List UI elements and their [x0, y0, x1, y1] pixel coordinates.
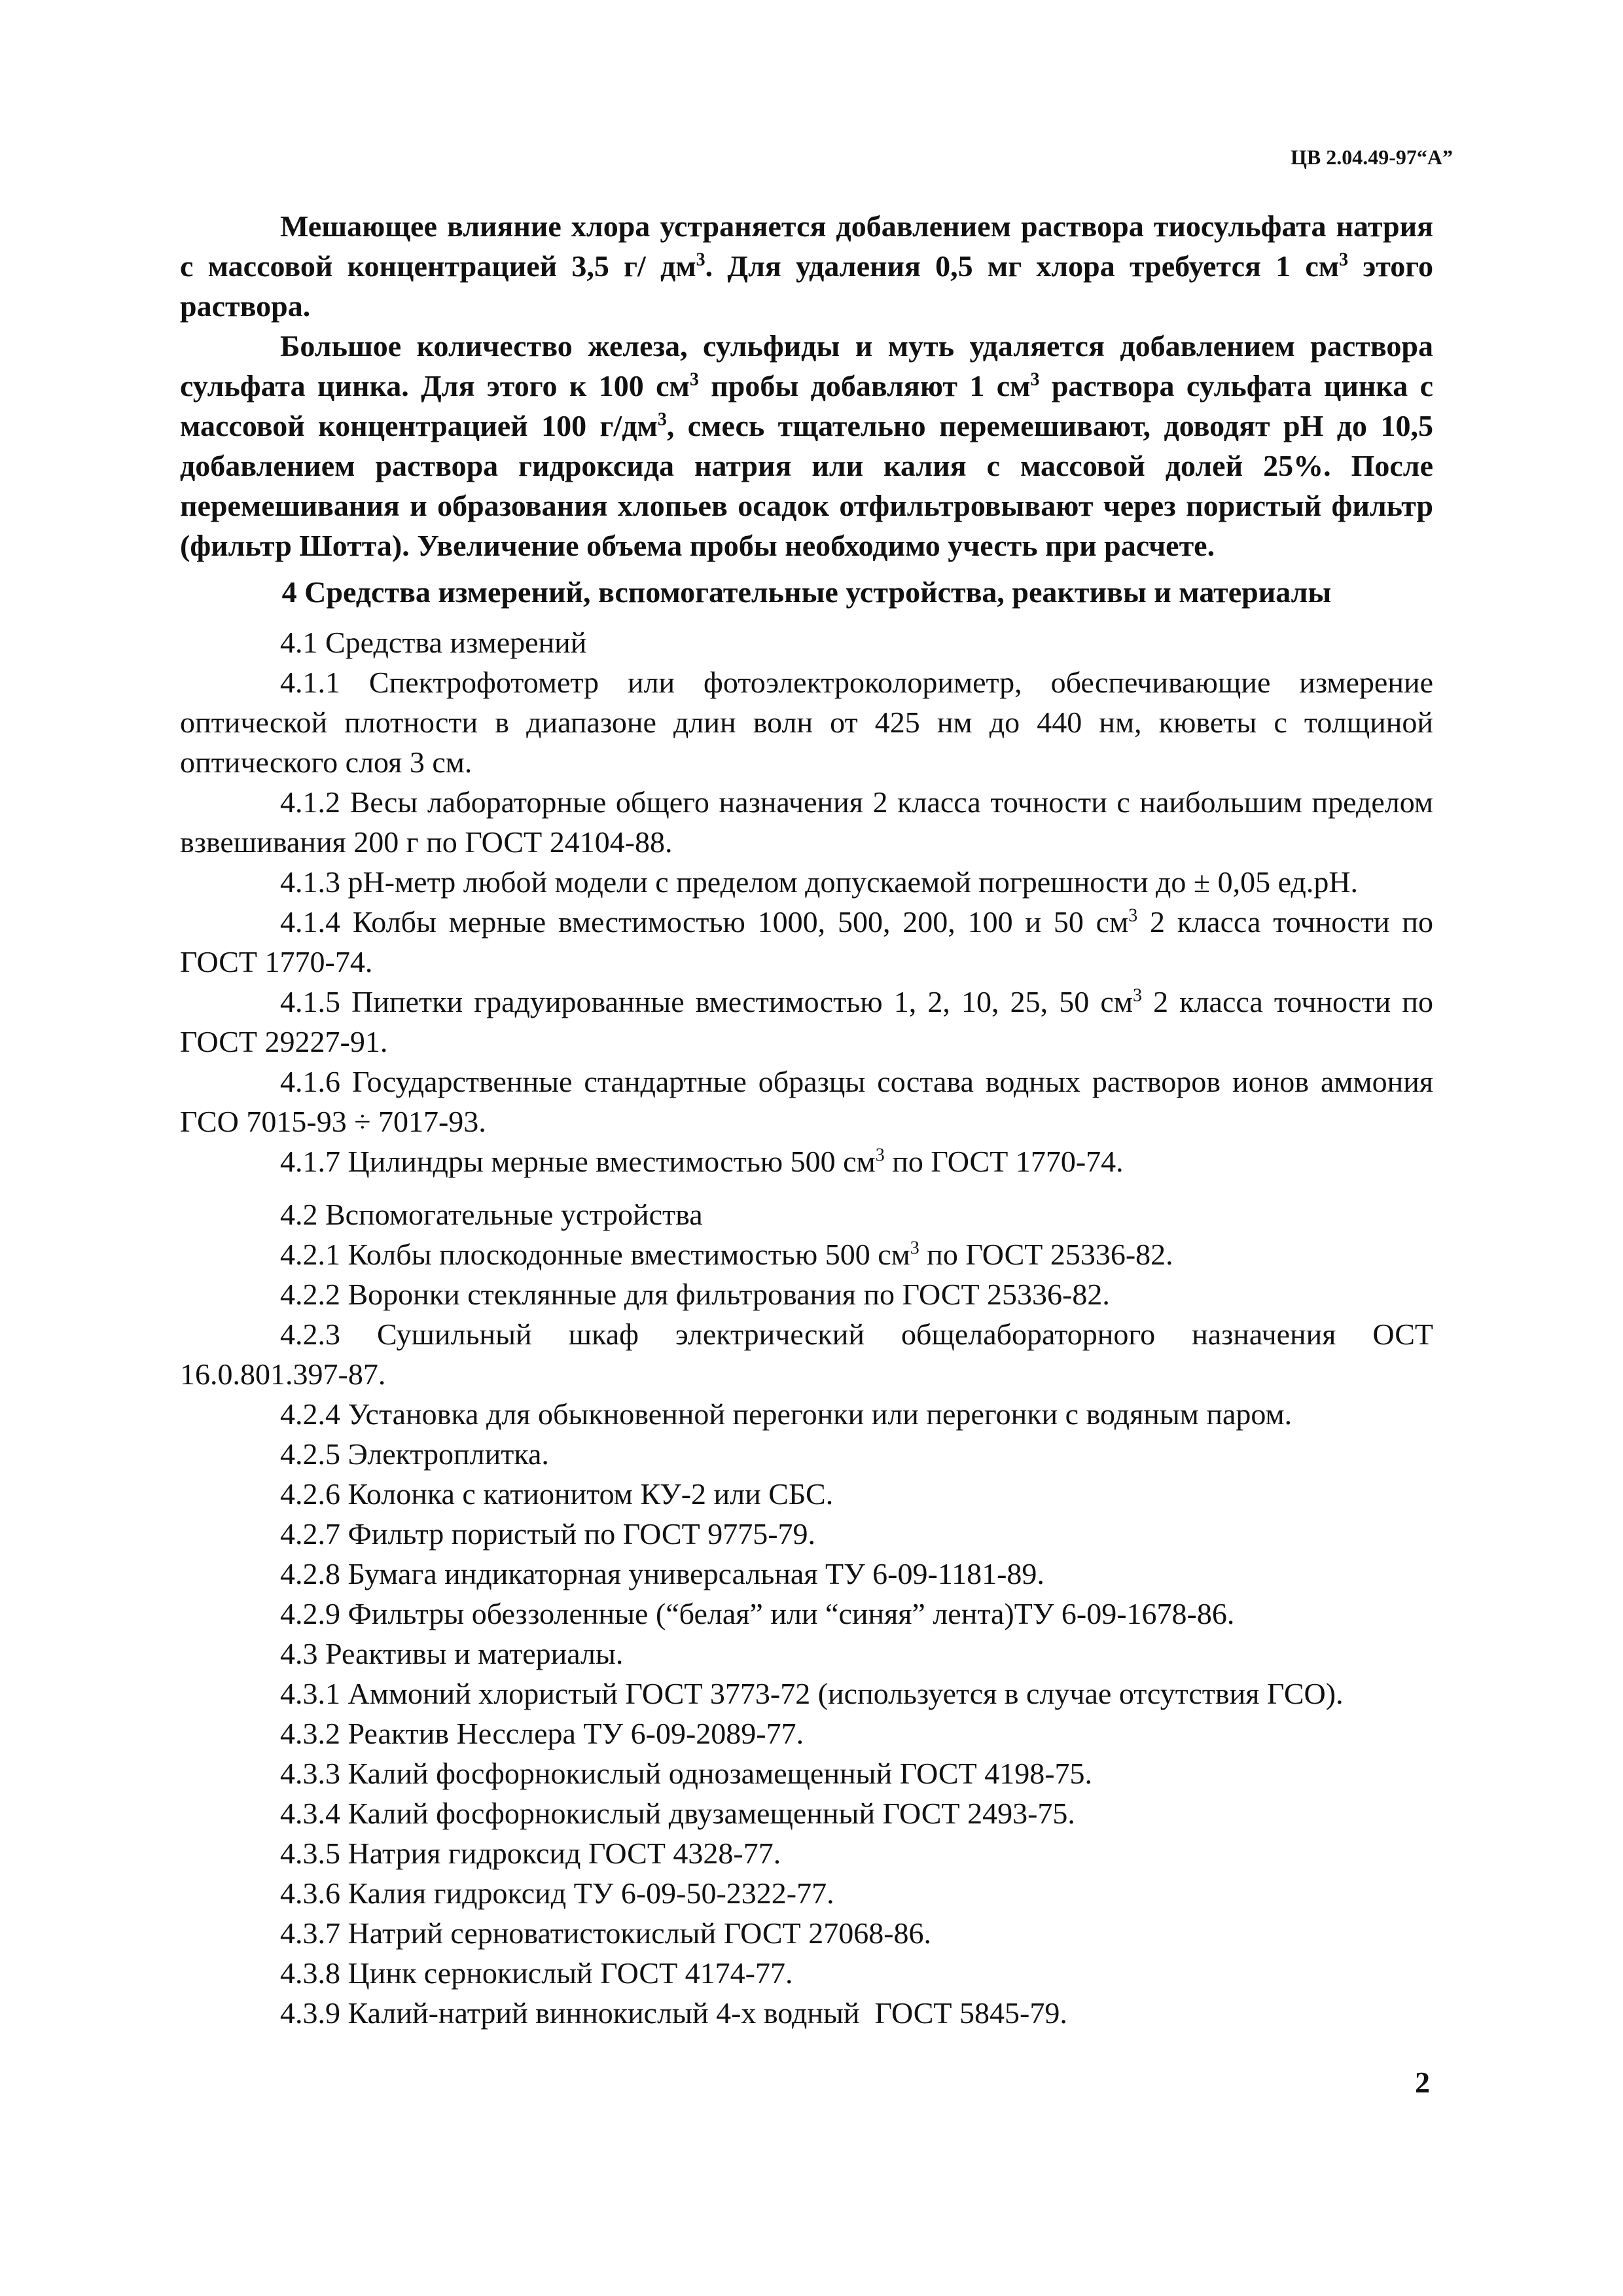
text-fragment: 4.1.4 Колбы мерные вместимостью 1000, 500, 200, 100 и 50 см [280, 905, 1129, 939]
text-fragment: . Для удаления 0,5 мг хлора требуется 1 см [705, 249, 1340, 283]
text-fragment: 2 класса точности по ГОСТ 1770-74. [180, 905, 1433, 978]
text-fragment: 4.2.1 Колбы плоскодонные вместимостью 500 см [280, 1238, 910, 1271]
item-4-2-1 [180, 1234, 1433, 1274]
superscript: 3 [1030, 369, 1040, 390]
item-4-2-8: 4.2.8 Бумага индикаторная универсальная ТУ 6-09-1181-89. [280, 1557, 1044, 1590]
text-fragment: 4.1.5 Пипетки градуированные вместимостью 1, 2, 10, 25, 50 см [280, 985, 1133, 1018]
item-4-3-5: 4.3.5 Натрия гидроксид ГОСТ 4328-77. [280, 1837, 781, 1870]
page-content [180, 206, 1433, 2033]
subsection-title-4-1: 4.1 Средства измерений [280, 626, 587, 659]
superscript: 3 [1339, 249, 1349, 270]
item-4-2-2: 4.2.2 Воронки стеклянные для фильтрования по ГОСТ 25336-82. [280, 1278, 1110, 1311]
text-fragment: пробы добавляют 1 см [698, 369, 1031, 403]
item-4-3-9: 4.3.9 Калий-натрий виннокислый 4-х водный ГОСТ 5845-79. [280, 1996, 1067, 2030]
item-4-2-7: 4.2.7 Фильтр пористый по ГОСТ 9775-79. [280, 1517, 816, 1551]
superscript: 3 [910, 1238, 919, 1259]
item-4-2-3: 4.2.3 Сушильный шкаф электрический общелабораторного назначения ОСТ 16.0.801.397-87. [180, 1318, 1433, 1391]
paragraph-chlorine [180, 206, 1433, 326]
item-4-2-9: 4.2.9 Фильтры обеззоленные (“белая” или “синяя” лента)ТУ 6-09-1678-86. [280, 1597, 1235, 1630]
superscript: 3 [1132, 985, 1142, 1006]
text-fragment: , смесь тщательно перемешивают, доводят рН до 10,5 добавлением раствора гидроксида натрия или калия с массовой долей 25%. После перемешивания и образования хлопьев осадок отфильтровывают через пористый фильтр (фильтр Шотта). Увеличение объема пробы необходимо учесть при расчете. [180, 409, 1433, 562]
text-fragment: по ГОСТ 25336-82. [919, 1238, 1173, 1271]
text-fragment: 4.1.7 Цилиндры мерные вместимостью 500 см [280, 1145, 876, 1178]
item-4-1-4 [180, 902, 1433, 982]
item-4-3-7: 4.3.7 Натрий серноватистокислый ГОСТ 27068-86. [280, 1916, 932, 1950]
superscript: 3 [696, 249, 705, 270]
section-title: 4 Средства измерений, вспомогательные устройства, реактивы и материалы [281, 575, 1332, 609]
item-4-3-1: 4.3.1 Аммоний хлористый ГОСТ 3773-72 (используется в случае отсутствия ГСО). [280, 1677, 1344, 1710]
item-4-1-7 [180, 1141, 1433, 1181]
item-4-1-3: 4.1.3 рН-метр любой модели с пределом допускаемой погрешности до ± 0,05 ед.рН. [280, 865, 1359, 899]
text-fragment: раствора сульфата цинка с массовой концентрацией 100 г/дм [180, 369, 1433, 442]
item-4-1-6: 4.1.6 Государственные стандартные образцы состава водных растворов ионов аммония ГСО 7015-93 ÷ 7017-93. [180, 1065, 1433, 1138]
item-4-2-6: 4.2.6 Колонка с катионитом КУ-2 или СБС. [280, 1477, 834, 1511]
text-fragment: Мешающее влияние хлора устраняется добавлением раствора тиосульфата натрия с массовой концентрацией 3,5 г/ дм [180, 209, 1433, 283]
text-fragment: Большое количество железа, сульфиды и муть удаляется добавлением раствора сульфата цинка. Для этого к 100 см [180, 329, 1433, 403]
paragraph-iron [180, 326, 1433, 565]
text-fragment: 2 класса точности по ГОСТ 29227-91. [180, 985, 1433, 1058]
item-4-1-5 [180, 982, 1433, 1062]
superscript: 3 [689, 369, 699, 390]
subsection-title-4-3: 4.3 Реактивы и материалы. [280, 1637, 624, 1670]
item-4-2-4: 4.2.4 Установка для обыкновенной перегонки или перегонки с водяным паром. [280, 1397, 1293, 1431]
item-4-3-6: 4.3.6 Калия гидроксид ТУ 6-09-50-2322-77. [280, 1876, 834, 1910]
item-4-3-2: 4.3.2 Реактив Несслера ТУ 6-09-2089-77. [280, 1717, 804, 1750]
item-4-1-2: 4.1.2 Весы лабораторные общего назначения 2 класса точности с наибольшим пределом взвешивания 200 г по ГОСТ 24104-88. [180, 785, 1433, 859]
superscript: 3 [875, 1145, 885, 1166]
superscript: 3 [657, 409, 667, 430]
page-number: 2 [1415, 2066, 1430, 2099]
subsection-title-4-2: 4.2 Вспомогательные устройства [280, 1198, 703, 1231]
item-4-3-4: 4.3.4 Калий фосфорнокислый двузамещенный ГОСТ 2493-75. [280, 1797, 1075, 1830]
item-4-1-1: 4.1.1 Спектрофотометр или фотоэлектроколориметр, обеспечивающие измерение оптической плотности в диапазоне длин волн от 425 нм до 440 нм, кюветы с толщиной оптического слоя 3 см. [180, 666, 1433, 779]
item-4-3-3: 4.3.3 Калий фосфорнокислый однозамещенный ГОСТ 4198-75. [280, 1757, 1093, 1790]
item-4-2-5: 4.2.5 Электроплитка. [280, 1437, 549, 1471]
text-fragment: по ГОСТ 1770-74. [884, 1145, 1124, 1178]
superscript: 3 [1128, 905, 1138, 926]
document-code: ЦВ 2.04.49-97“А” [1291, 145, 1453, 169]
text-fragment: этого раствора. [180, 249, 1434, 323]
item-4-3-8: 4.3.8 Цинк сернокислый ГОСТ 4174-77. [280, 1956, 793, 1990]
